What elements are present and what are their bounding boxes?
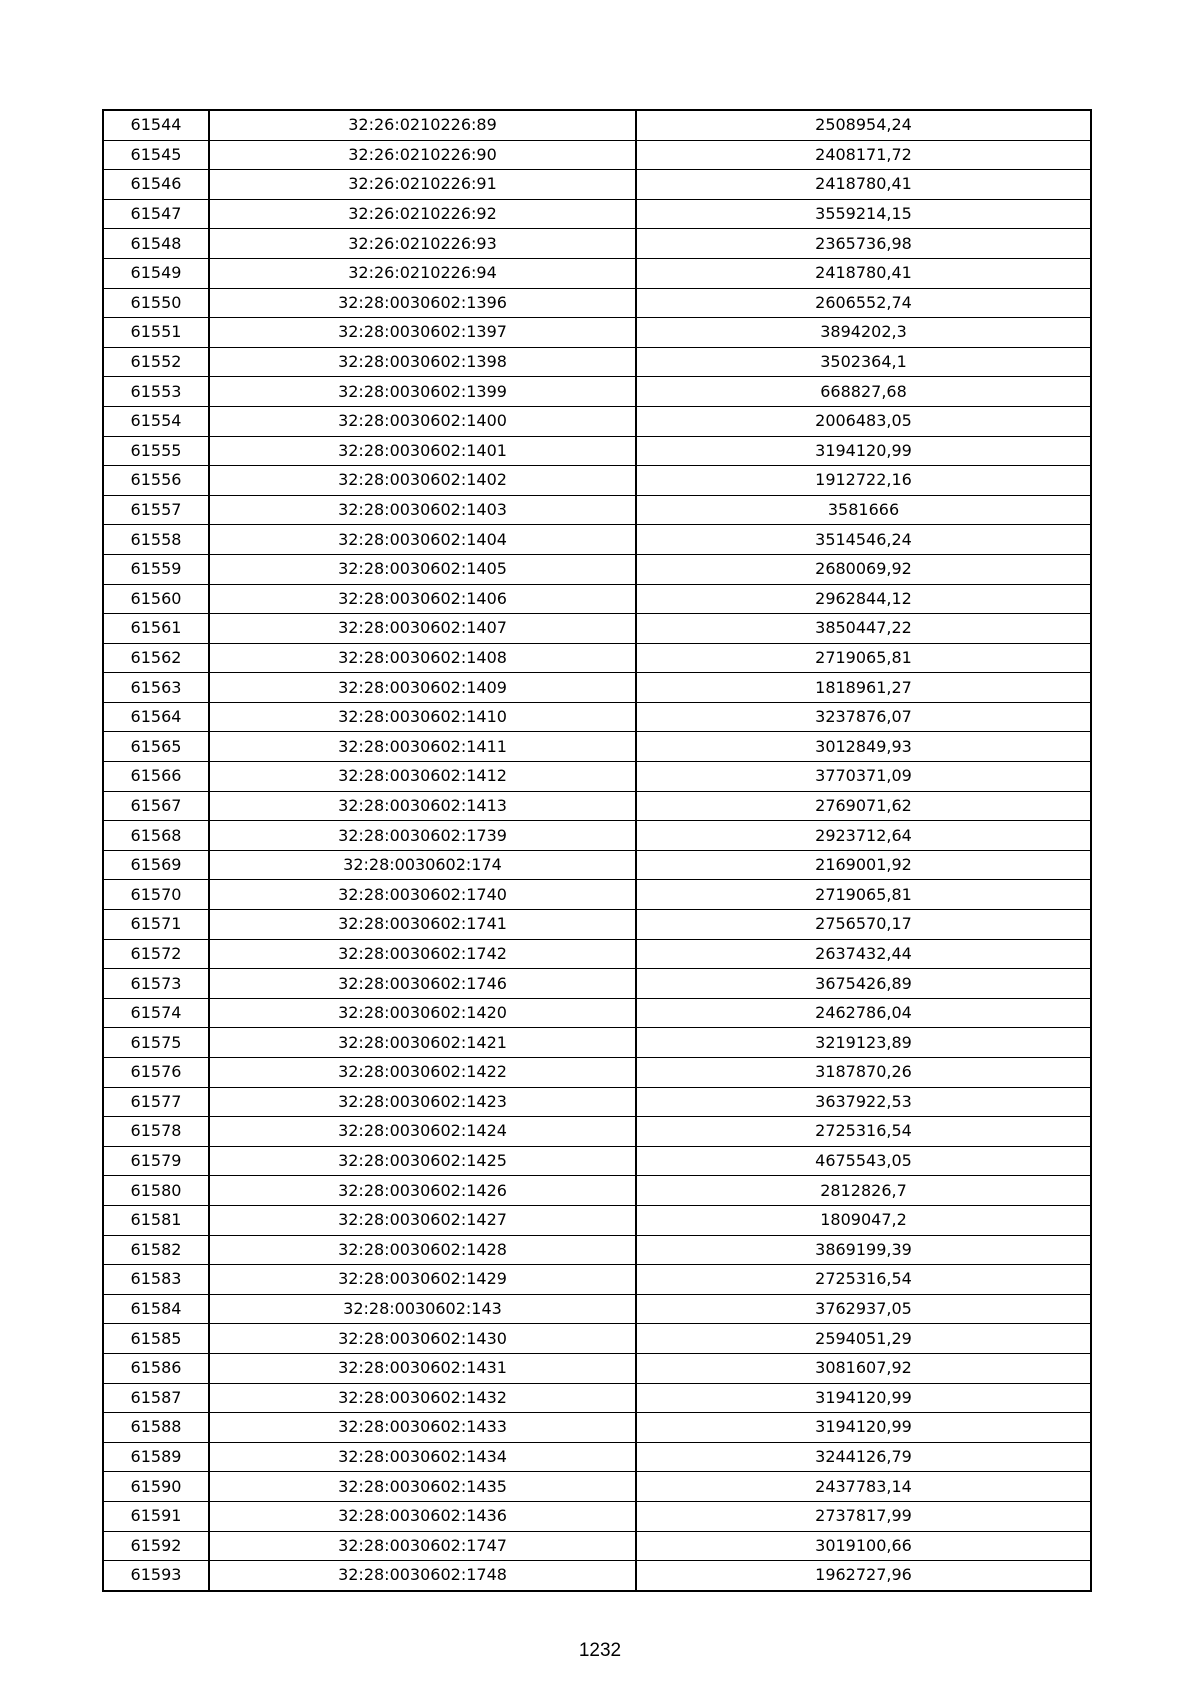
row-number-cell: 61560	[103, 584, 209, 614]
cadastral-value-cell: 2725316,54	[636, 1265, 1091, 1295]
cadastral-value-cell: 3012849,93	[636, 732, 1091, 762]
cadastral-value-cell: 2418780,41	[636, 170, 1091, 200]
cadastral-number-cell: 32:28:0030602:1413	[209, 791, 636, 821]
table-row	[103, 880, 1091, 910]
table-row	[103, 140, 1091, 170]
cadastral-value-cell: 4675543,05	[636, 1146, 1091, 1176]
table-row	[103, 643, 1091, 673]
cadastral-value-cell: 2719065,81	[636, 880, 1091, 910]
cadastral-value-cell: 3770371,09	[636, 762, 1091, 792]
cadastral-value-cell: 2756570,17	[636, 910, 1091, 940]
cadastral-number-cell: 32:28:0030602:1412	[209, 762, 636, 792]
row-number-cell: 61559	[103, 554, 209, 584]
page-number: 1232	[578, 1640, 622, 1661]
cadastral-number-cell: 32:28:0030602:1742	[209, 939, 636, 969]
cadastral-value-cell: 3894202,3	[636, 318, 1091, 348]
row-number-cell: 61589	[103, 1442, 209, 1472]
cadastral-number-cell: 32:28:0030602:1422	[209, 1058, 636, 1088]
cadastral-number-cell: 32:28:0030602:1407	[209, 614, 636, 644]
table-row	[103, 1561, 1091, 1591]
cadastral-value-cell: 2169001,92	[636, 850, 1091, 880]
cadastral-number-cell: 32:28:0030602:1741	[209, 910, 636, 940]
row-number-cell: 61572	[103, 939, 209, 969]
cadastral-number-cell: 32:28:0030602:1410	[209, 702, 636, 732]
cadastral-value-cell: 1809047,2	[636, 1205, 1091, 1235]
cadastral-number-cell: 32:28:0030602:1405	[209, 554, 636, 584]
row-number-cell: 61563	[103, 673, 209, 703]
table-row	[103, 910, 1091, 940]
cadastral-number-cell: 32:28:0030602:1400	[209, 406, 636, 436]
cadastral-value-cell: 3237876,07	[636, 702, 1091, 732]
cadastral-number-cell: 32:28:0030602:1425	[209, 1146, 636, 1176]
cadastral-value-cell: 2437783,14	[636, 1472, 1091, 1502]
row-number-cell: 61578	[103, 1117, 209, 1147]
cadastral-number-cell: 32:28:0030602:1398	[209, 347, 636, 377]
row-number-cell: 61575	[103, 1028, 209, 1058]
cadastral-value-cell: 3514546,24	[636, 525, 1091, 555]
cadastral-value-cell: 3194120,99	[636, 1413, 1091, 1443]
table-row	[103, 1413, 1091, 1443]
row-number-cell: 61547	[103, 199, 209, 229]
cadastral-value-cell: 3559214,15	[636, 199, 1091, 229]
table-body	[103, 110, 1091, 1591]
table-row	[103, 229, 1091, 259]
table-row	[103, 614, 1091, 644]
cadastral-value-cell: 2365736,98	[636, 229, 1091, 259]
cadastral-value-cell: 1912722,16	[636, 466, 1091, 496]
cadastral-value-table	[102, 109, 1092, 1592]
table-row	[103, 1235, 1091, 1265]
row-number-cell: 61585	[103, 1324, 209, 1354]
table-row	[103, 436, 1091, 466]
table-row	[103, 969, 1091, 999]
cadastral-number-cell: 32:28:0030602:1402	[209, 466, 636, 496]
row-number-cell: 61590	[103, 1472, 209, 1502]
row-number-cell: 61570	[103, 880, 209, 910]
table-row	[103, 1117, 1091, 1147]
cadastral-value-cell: 3502364,1	[636, 347, 1091, 377]
cadastral-value-cell: 2606552,74	[636, 288, 1091, 318]
table-row	[103, 1028, 1091, 1058]
table-row	[103, 1087, 1091, 1117]
row-number-cell: 61569	[103, 850, 209, 880]
cadastral-value-cell: 3194120,99	[636, 1383, 1091, 1413]
cadastral-value-cell: 3762937,05	[636, 1294, 1091, 1324]
cadastral-number-cell: 32:28:0030602:1435	[209, 1472, 636, 1502]
row-number-cell: 61566	[103, 762, 209, 792]
cadastral-number-cell: 32:28:0030602:1428	[209, 1235, 636, 1265]
cadastral-number-cell: 32:26:0210226:91	[209, 170, 636, 200]
cadastral-number-cell: 32:28:0030602:1427	[209, 1205, 636, 1235]
row-number-cell: 61586	[103, 1353, 209, 1383]
table-row	[103, 791, 1091, 821]
row-number-cell: 61557	[103, 495, 209, 525]
table-row	[103, 821, 1091, 851]
cadastral-number-cell: 32:28:0030602:1399	[209, 377, 636, 407]
table-row	[103, 1324, 1091, 1354]
row-number-cell: 61573	[103, 969, 209, 999]
cadastral-number-cell: 32:26:0210226:89	[209, 110, 636, 140]
cadastral-number-cell: 32:28:0030602:1401	[209, 436, 636, 466]
row-number-cell: 61544	[103, 110, 209, 140]
cadastral-number-cell: 32:28:0030602:1433	[209, 1413, 636, 1443]
row-number-cell: 61546	[103, 170, 209, 200]
cadastral-value-cell: 2737817,99	[636, 1501, 1091, 1531]
cadastral-number-cell: 32:28:0030602:1747	[209, 1531, 636, 1561]
cadastral-number-cell: 32:28:0030602:1429	[209, 1265, 636, 1295]
row-number-cell: 61554	[103, 406, 209, 436]
table-row	[103, 554, 1091, 584]
row-number-cell: 61583	[103, 1265, 209, 1295]
row-number-cell: 61568	[103, 821, 209, 851]
row-number-cell: 61576	[103, 1058, 209, 1088]
cadastral-value-cell: 2594051,29	[636, 1324, 1091, 1354]
cadastral-number-cell: 32:28:0030602:1396	[209, 288, 636, 318]
cadastral-number-cell: 32:28:0030602:1739	[209, 821, 636, 851]
cadastral-number-cell: 32:28:0030602:1408	[209, 643, 636, 673]
cadastral-number-cell: 32:28:0030602:1420	[209, 998, 636, 1028]
row-number-cell: 61582	[103, 1235, 209, 1265]
row-number-cell: 61587	[103, 1383, 209, 1413]
table-row	[103, 673, 1091, 703]
row-number-cell: 61584	[103, 1294, 209, 1324]
cadastral-number-cell: 32:28:0030602:1411	[209, 732, 636, 762]
cadastral-number-cell: 32:28:0030602:143	[209, 1294, 636, 1324]
cadastral-value-cell: 2812826,7	[636, 1176, 1091, 1206]
row-number-cell: 61574	[103, 998, 209, 1028]
row-number-cell: 61549	[103, 258, 209, 288]
table-row	[103, 998, 1091, 1028]
table-row	[103, 1146, 1091, 1176]
cadastral-number-cell: 32:26:0210226:93	[209, 229, 636, 259]
table-row	[103, 1383, 1091, 1413]
row-number-cell: 61571	[103, 910, 209, 940]
table-row	[103, 1353, 1091, 1383]
row-number-cell: 61550	[103, 288, 209, 318]
row-number-cell: 61561	[103, 614, 209, 644]
cadastral-number-cell: 32:28:0030602:1423	[209, 1087, 636, 1117]
row-number-cell: 61581	[103, 1205, 209, 1235]
table-row	[103, 318, 1091, 348]
row-number-cell: 61558	[103, 525, 209, 555]
table-row	[103, 170, 1091, 200]
table-row	[103, 199, 1091, 229]
cadastral-value-cell: 2962844,12	[636, 584, 1091, 614]
cadastral-value-cell: 3637922,53	[636, 1087, 1091, 1117]
row-number-cell: 61553	[103, 377, 209, 407]
cadastral-number-cell: 32:28:0030602:1404	[209, 525, 636, 555]
table-row	[103, 466, 1091, 496]
row-number-cell: 61565	[103, 732, 209, 762]
table-row	[103, 495, 1091, 525]
table-row	[103, 850, 1091, 880]
cadastral-value-cell: 2408171,72	[636, 140, 1091, 170]
cadastral-value-cell: 1962727,96	[636, 1561, 1091, 1591]
cadastral-number-cell: 32:28:0030602:1426	[209, 1176, 636, 1206]
cadastral-number-cell: 32:28:0030602:1421	[209, 1028, 636, 1058]
cadastral-number-cell: 32:28:0030602:1436	[209, 1501, 636, 1531]
cadastral-number-cell: 32:26:0210226:92	[209, 199, 636, 229]
cadastral-number-cell: 32:28:0030602:1409	[209, 673, 636, 703]
table-row	[103, 1501, 1091, 1531]
row-number-cell: 61562	[103, 643, 209, 673]
cadastral-number-cell: 32:28:0030602:1434	[209, 1442, 636, 1472]
cadastral-value-cell: 2725316,54	[636, 1117, 1091, 1147]
cadastral-value-cell: 2006483,05	[636, 406, 1091, 436]
cadastral-value-cell: 2719065,81	[636, 643, 1091, 673]
row-number-cell: 61580	[103, 1176, 209, 1206]
row-number-cell: 61577	[103, 1087, 209, 1117]
table-row	[103, 525, 1091, 555]
cadastral-number-cell: 32:28:0030602:1424	[209, 1117, 636, 1147]
cadastral-value-cell: 3187870,26	[636, 1058, 1091, 1088]
row-number-cell: 61579	[103, 1146, 209, 1176]
row-number-cell: 61555	[103, 436, 209, 466]
cadastral-number-cell: 32:28:0030602:174	[209, 850, 636, 880]
table-row	[103, 1205, 1091, 1235]
cadastral-value-cell: 668827,68	[636, 377, 1091, 407]
cadastral-value-cell: 3019100,66	[636, 1531, 1091, 1561]
cadastral-value-cell: 3244126,79	[636, 1442, 1091, 1472]
table-row	[103, 258, 1091, 288]
cadastral-value-cell: 3675426,89	[636, 969, 1091, 999]
cadastral-number-cell: 32:28:0030602:1740	[209, 880, 636, 910]
cadastral-value-cell: 2508954,24	[636, 110, 1091, 140]
table-row	[103, 1176, 1091, 1206]
table-row	[103, 1058, 1091, 1088]
table-row	[103, 288, 1091, 318]
row-number-cell: 61588	[103, 1413, 209, 1443]
cadastral-number-cell: 32:28:0030602:1746	[209, 969, 636, 999]
table-row	[103, 762, 1091, 792]
table-row	[103, 406, 1091, 436]
row-number-cell: 61567	[103, 791, 209, 821]
cadastral-number-cell: 32:28:0030602:1748	[209, 1561, 636, 1591]
cadastral-value-cell: 2923712,64	[636, 821, 1091, 851]
cadastral-value-cell: 2769071,62	[636, 791, 1091, 821]
cadastral-value-cell: 3869199,39	[636, 1235, 1091, 1265]
cadastral-number-cell: 32:28:0030602:1430	[209, 1324, 636, 1354]
cadastral-value-cell: 2680069,92	[636, 554, 1091, 584]
cadastral-value-cell: 3194120,99	[636, 436, 1091, 466]
cadastral-number-cell: 32:26:0210226:94	[209, 258, 636, 288]
row-number-cell: 61591	[103, 1501, 209, 1531]
table-row	[103, 939, 1091, 969]
row-number-cell: 61564	[103, 702, 209, 732]
table-row	[103, 347, 1091, 377]
cadastral-value-cell: 3081607,92	[636, 1353, 1091, 1383]
cadastral-number-cell: 32:28:0030602:1403	[209, 495, 636, 525]
row-number-cell: 61593	[103, 1561, 209, 1591]
cadastral-number-cell: 32:28:0030602:1432	[209, 1383, 636, 1413]
table-row	[103, 732, 1091, 762]
row-number-cell: 61552	[103, 347, 209, 377]
cadastral-number-cell: 32:26:0210226:90	[209, 140, 636, 170]
table-row	[103, 377, 1091, 407]
table-row	[103, 702, 1091, 732]
row-number-cell: 61551	[103, 318, 209, 348]
table-row	[103, 1265, 1091, 1295]
cadastral-value-cell: 2637432,44	[636, 939, 1091, 969]
row-number-cell: 61545	[103, 140, 209, 170]
cadastral-value-cell: 2418780,41	[636, 258, 1091, 288]
cadastral-value-cell: 3581666	[636, 495, 1091, 525]
table-row	[103, 1294, 1091, 1324]
row-number-cell: 61592	[103, 1531, 209, 1561]
cadastral-value-cell: 3219123,89	[636, 1028, 1091, 1058]
table-row	[103, 1531, 1091, 1561]
table-row	[103, 1472, 1091, 1502]
cadastral-value-cell: 3850447,22	[636, 614, 1091, 644]
cadastral-number-cell: 32:28:0030602:1431	[209, 1353, 636, 1383]
cadastral-value-cell: 1818961,27	[636, 673, 1091, 703]
table-row	[103, 1442, 1091, 1472]
row-number-cell: 61556	[103, 466, 209, 496]
row-number-cell: 61548	[103, 229, 209, 259]
table-row	[103, 584, 1091, 614]
cadastral-value-cell: 2462786,04	[636, 998, 1091, 1028]
table-row	[103, 110, 1091, 140]
cadastral-number-cell: 32:28:0030602:1397	[209, 318, 636, 348]
cadastral-number-cell: 32:28:0030602:1406	[209, 584, 636, 614]
